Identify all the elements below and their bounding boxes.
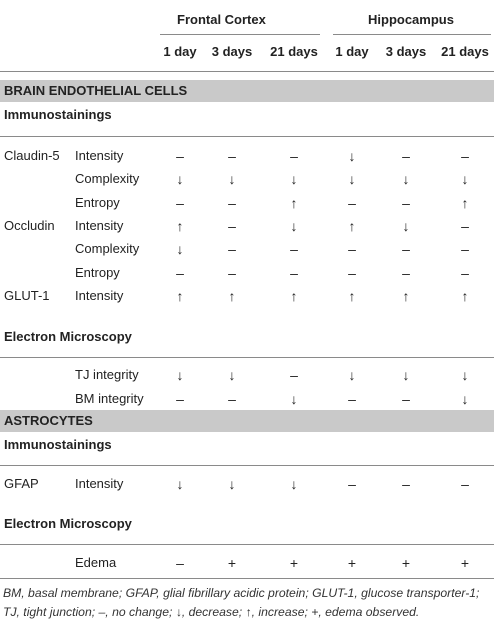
row-value-cell: ↓	[402, 367, 410, 383]
group-header-frontal-cortex: Frontal Cortex	[177, 12, 266, 27]
row-value-cell: ↓	[228, 367, 236, 383]
timepoint-header: 21 days	[270, 44, 318, 59]
row-value-cell: ↓	[176, 171, 184, 187]
row-value-cell: ↑	[461, 195, 469, 211]
subsection-rule	[0, 136, 494, 137]
row-value-cell: –	[348, 241, 356, 257]
row-value-cell: ↓	[402, 218, 410, 234]
row-marker: Claudin-5	[4, 148, 60, 163]
row-marker: Occludin	[4, 218, 55, 233]
row-value-cell: –	[348, 195, 356, 211]
row-measure: Intensity	[75, 148, 124, 163]
row-value-cell: –	[402, 265, 410, 281]
row-measure: Entropy	[75, 265, 120, 280]
timepoint-header: 3 days	[211, 44, 253, 59]
row-measure: Edema	[75, 555, 117, 570]
row-value-cell: –	[176, 391, 184, 407]
row-value-cell: +	[460, 555, 470, 571]
row-value-cell: ↓	[228, 476, 236, 492]
timepoint-header: 1 day	[163, 44, 197, 59]
row-measure: Intensity	[75, 218, 124, 233]
row-value-cell: –	[348, 476, 356, 492]
row-measure: TJ integrity	[75, 367, 139, 382]
row-value-cell: ↓	[461, 391, 469, 407]
row-value-cell: ↑	[461, 288, 469, 304]
row-value-cell: –	[176, 555, 184, 571]
row-measure: Entropy	[75, 195, 120, 210]
row-value-cell: ↑	[290, 195, 298, 211]
row-value-cell: –	[402, 195, 410, 211]
group-underline-frontal-cortex	[160, 34, 320, 35]
subsection-title: Immunostainings	[4, 437, 112, 452]
row-measure: Complexity	[75, 171, 140, 186]
row-value-cell: ↑	[402, 288, 410, 304]
row-value-cell: ↓	[290, 218, 298, 234]
row-value-cell: ↓	[402, 171, 410, 187]
row-measure: Intensity	[75, 288, 124, 303]
row-value-cell: –	[176, 195, 184, 211]
row-value-cell: ↑	[228, 288, 236, 304]
subsection-rule	[0, 544, 494, 545]
table-footnote: BM, basal membrane; GFAP, glial fibrillary acidic protein; GLUT-1, glucose transporter-1; TJ, tight junction; –, no change; ↓, decrease; ↑, increase; +, edema observed.	[3, 586, 480, 619]
row-measure: Complexity	[75, 241, 140, 256]
row-value-cell: ↓	[228, 171, 236, 187]
subsection-rule	[0, 357, 494, 358]
row-value-cell: –	[228, 391, 236, 407]
row-value-cell: ↓	[461, 171, 469, 187]
subsection-title: Electron Microscopy	[4, 516, 132, 531]
group-underline-hippocampus	[333, 34, 491, 35]
row-value-cell: ↑	[176, 288, 184, 304]
row-value-cell: –	[290, 148, 298, 164]
row-value-cell: ↑	[176, 218, 184, 234]
row-value-cell: ↑	[290, 288, 298, 304]
row-value-cell: ↓	[290, 391, 298, 407]
row-value-cell: ↓	[348, 148, 356, 164]
row-value-cell: –	[402, 476, 410, 492]
row-value-cell: ↓	[461, 367, 469, 383]
row-value-cell: ↓	[290, 171, 298, 187]
row-marker: GFAP	[4, 476, 39, 491]
row-value-cell: –	[290, 367, 298, 383]
row-marker: GLUT-1	[4, 288, 50, 303]
row-value-cell: ↑	[348, 218, 356, 234]
row-value-cell: ↓	[348, 171, 356, 187]
timepoint-header: 3 days	[385, 44, 427, 59]
row-value-cell: –	[461, 476, 469, 492]
row-value-cell: –	[461, 218, 469, 234]
row-value-cell: –	[461, 265, 469, 281]
row-value-cell: ↓	[176, 367, 184, 383]
row-value-cell: –	[290, 241, 298, 257]
row-value-cell: –	[290, 265, 298, 281]
subsection-rule	[0, 465, 494, 466]
row-value-cell: –	[228, 241, 236, 257]
row-measure: Intensity	[75, 476, 124, 491]
timepoint-header: 21 days	[441, 44, 489, 59]
row-value-cell: –	[228, 218, 236, 234]
row-value-cell: –	[228, 195, 236, 211]
group-header-hippocampus: Hippocampus	[368, 12, 454, 27]
table-bottom-rule	[0, 578, 494, 579]
row-value-cell: –	[461, 241, 469, 257]
row-value-cell: ↓	[176, 241, 184, 257]
row-value-cell: –	[348, 265, 356, 281]
row-value-cell: –	[176, 148, 184, 164]
row-value-cell: –	[402, 241, 410, 257]
row-value-cell: ↓	[176, 476, 184, 492]
section-title: BRAIN ENDOTHELIAL CELLS	[4, 83, 188, 98]
row-value-cell: –	[402, 391, 410, 407]
row-value-cell: ↓	[348, 367, 356, 383]
subsection-title: Electron Microscopy	[4, 329, 132, 344]
row-value-cell: –	[348, 391, 356, 407]
row-value-cell: ↓	[290, 476, 298, 492]
subsection-title: Immunostainings	[4, 107, 112, 122]
header-rule	[0, 71, 494, 72]
row-value-cell: –	[402, 148, 410, 164]
row-value-cell: –	[461, 148, 469, 164]
row-value-cell: +	[227, 555, 237, 571]
row-value-cell: +	[289, 555, 299, 571]
section-title: ASTROCYTES	[4, 413, 93, 428]
row-measure: BM integrity	[75, 391, 144, 406]
row-value-cell: +	[401, 555, 411, 571]
row-value-cell: –	[228, 265, 236, 281]
row-value-cell: –	[228, 148, 236, 164]
row-value-cell: ↑	[348, 288, 356, 304]
timepoint-header: 1 day	[335, 44, 369, 59]
row-value-cell: +	[347, 555, 357, 571]
row-value-cell: –	[176, 265, 184, 281]
